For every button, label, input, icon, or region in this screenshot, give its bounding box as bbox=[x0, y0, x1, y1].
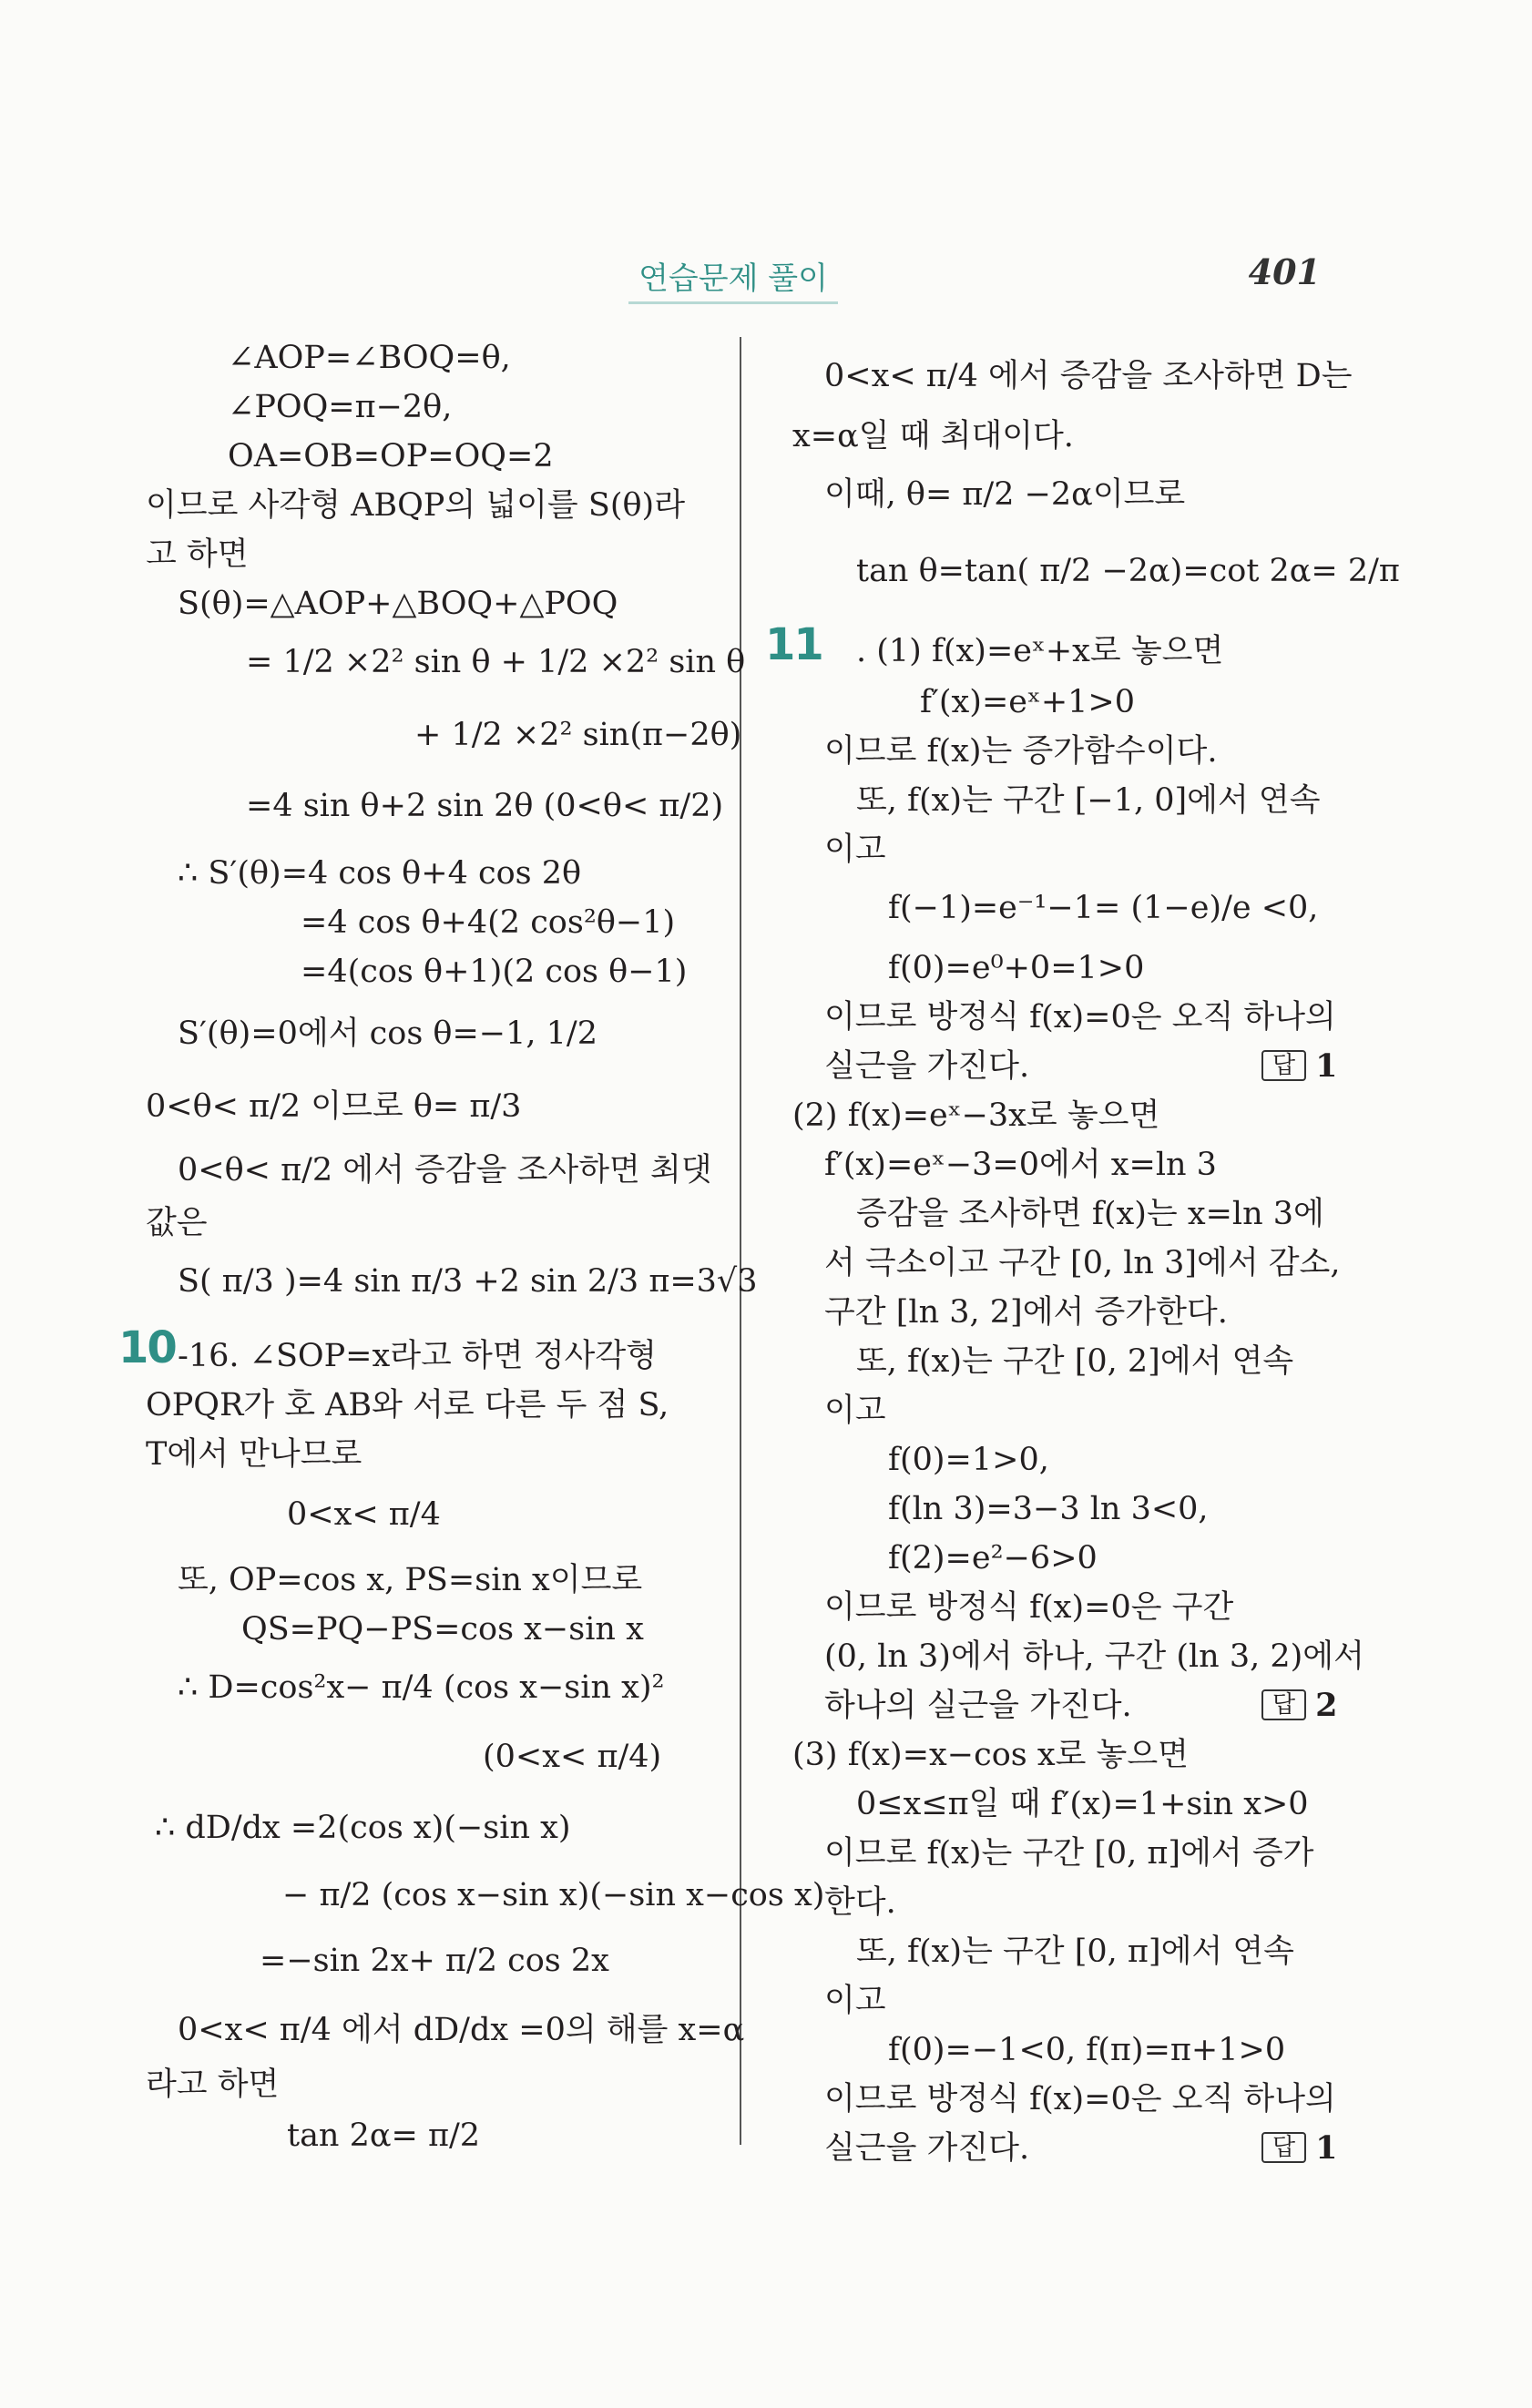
right-line: 하나의 실근을 가진다. bbox=[824, 1688, 1132, 1724]
right-line: x=α일 때 최대이다. bbox=[792, 418, 1074, 454]
answer-label: 답 bbox=[1261, 1689, 1306, 1720]
left-line: 0<x< π/4 bbox=[287, 1496, 441, 1533]
left-line: 이므로 사각형 ABQP의 넓이를 S(θ)라 bbox=[146, 487, 686, 524]
right-line: 0≤x≤π일 때 f′(x)=1+sin x>0 bbox=[856, 1786, 1309, 1822]
left-line: S′(θ)=0에서 cos θ=−1, 1/2 bbox=[178, 1015, 597, 1052]
right-line: 실근을 가진다. bbox=[824, 2130, 1030, 2167]
right-line: . (1) f(x)=eˣ+x로 놓으면 bbox=[856, 633, 1224, 669]
right-line: 이므로 방정식 f(x)=0은 구간 bbox=[824, 1589, 1234, 1626]
right-line: (3) f(x)=x−cos x로 놓으면 bbox=[792, 1737, 1189, 1773]
page-number: 401 bbox=[1248, 251, 1321, 292]
left-line: tan 2α= π/2 bbox=[287, 2117, 481, 2154]
left-line: 고 하면 bbox=[146, 536, 249, 573]
right-line: f(2)=e²−6>0 bbox=[888, 1540, 1098, 1576]
left-line: + 1/2 ×2² sin(π−2θ) bbox=[414, 717, 742, 753]
left-line: QS=PQ−PS=cos x−sin x bbox=[241, 1611, 644, 1648]
left-line: ∠AOP=∠BOQ=θ, bbox=[228, 340, 511, 376]
answer-label: 답 bbox=[1261, 1050, 1306, 1081]
left-line: ∠POQ=π−2θ, bbox=[228, 389, 453, 425]
answer-value: 1 bbox=[1315, 2129, 1338, 2167]
right-line: (2) f(x)=eˣ−3x로 놓으면 bbox=[792, 1097, 1160, 1134]
left-line: =4(cos θ+1)(2 cos θ−1) bbox=[301, 954, 688, 990]
left-line: 라고 하면 bbox=[146, 2066, 280, 2103]
answer-badge bbox=[1261, 2127, 1337, 2169]
left-line: ∴ S′(θ)=4 cos θ+4 cos 2θ bbox=[178, 855, 582, 892]
left-line: S(θ)=△AOP+△BOQ+△POQ bbox=[178, 586, 618, 622]
left-line: − π/2 (cos x−sin x)(−sin x−cos x) bbox=[282, 1877, 825, 1913]
right-line: 증감을 조사하면 f(x)는 x=ln 3에 bbox=[856, 1196, 1324, 1232]
left-line: 또, OP=cos x, PS=sin x이므로 bbox=[178, 1562, 643, 1598]
right-line: 또, f(x)는 구간 [0, 2]에서 연속 bbox=[856, 1343, 1294, 1380]
right-line: 실근을 가진다. bbox=[824, 1048, 1030, 1085]
left-line: 값은 bbox=[146, 1205, 208, 1241]
left-line: T에서 만나므로 bbox=[146, 1436, 363, 1473]
left-line: OPQR가 호 AB와 서로 다른 두 점 S, bbox=[146, 1387, 669, 1423]
left-line: ∴ dD/dx =2(cos x)(−sin x) bbox=[155, 1810, 571, 1846]
answer-value: 1 bbox=[1315, 1047, 1338, 1085]
right-line: f′(x)=eˣ−3=0에서 x=ln 3 bbox=[824, 1147, 1217, 1183]
left-line: =4 cos θ+4(2 cos²θ−1) bbox=[301, 904, 676, 941]
right-line: f(ln 3)=3−3 ln 3<0, bbox=[888, 1491, 1209, 1527]
left-line: =4 sin θ+2 sin 2θ (0<θ< π/2) bbox=[246, 788, 724, 824]
right-line: 이고 bbox=[824, 832, 886, 868]
right-line: 서 극소이고 구간 [0, ln 3]에서 감소, bbox=[824, 1245, 1341, 1281]
answer-badge bbox=[1261, 1685, 1337, 1727]
right-line: 이므로 방정식 f(x)=0은 오직 하나의 bbox=[824, 999, 1336, 1036]
answer-badge bbox=[1261, 1046, 1337, 1087]
right-line: f(−1)=e⁻¹−1= (1−e)/e <0, bbox=[888, 890, 1319, 926]
right-line: f′(x)=eˣ+1>0 bbox=[920, 684, 1136, 720]
answer-value: 2 bbox=[1315, 1687, 1338, 1724]
right-line: 이고 bbox=[824, 1393, 886, 1429]
problem-number: 11 bbox=[765, 619, 822, 670]
left-line: 0<θ< π/2 에서 증감을 조사하면 최댓 bbox=[178, 1152, 712, 1189]
right-line: 이므로 방정식 f(x)=0은 오직 하나의 bbox=[824, 2081, 1336, 2117]
problem-number: 10 bbox=[118, 1322, 176, 1373]
right-line: 이므로 f(x)는 증가함수이다. bbox=[824, 733, 1218, 770]
right-line: 또, f(x)는 구간 [0, π]에서 연속 bbox=[856, 1934, 1294, 1970]
right-line: 또, f(x)는 구간 [−1, 0]에서 연속 bbox=[856, 782, 1321, 819]
right-line: tan θ=tan( π/2 −2α)=cot 2α= 2/π bbox=[856, 553, 1400, 589]
left-line: -16. ∠SOP=x라고 하면 정사각형 bbox=[178, 1338, 657, 1374]
left-line: =−sin 2x+ π/2 cos 2x bbox=[260, 1943, 609, 1979]
right-line: 한다. bbox=[824, 1884, 896, 1921]
section-title: 연습문제 풀이 bbox=[628, 253, 838, 304]
right-line: 이고 bbox=[824, 1983, 886, 2019]
right-line: 이므로 f(x)는 구간 [0, π]에서 증가 bbox=[824, 1835, 1314, 1872]
answer-label: 답 bbox=[1261, 2132, 1306, 2163]
left-line: 0<θ< π/2 이므로 θ= π/3 bbox=[146, 1088, 522, 1125]
left-line: ∴ D=cos²x− π/4 (cos x−sin x)² bbox=[178, 1669, 665, 1706]
right-line: 구간 [ln 3, 2]에서 증가한다. bbox=[824, 1294, 1228, 1331]
right-line: (0, ln 3)에서 하나, 구간 (ln 3, 2)에서 bbox=[824, 1638, 1364, 1675]
right-line: f(0)=e⁰+0=1>0 bbox=[888, 950, 1145, 986]
left-line: = 1/2 ×2² sin θ + 1/2 ×2² sin θ bbox=[246, 644, 746, 680]
left-line: (0<x< π/4) bbox=[483, 1739, 662, 1775]
right-line: 이때, θ= π/2 −2α이므로 bbox=[824, 476, 1186, 513]
right-line: f(0)=1>0, bbox=[888, 1442, 1049, 1478]
left-line: OA=OB=OP=OQ=2 bbox=[228, 438, 554, 474]
left-line: 0<x< π/4 에서 dD/dx =0의 해를 x=α bbox=[178, 2012, 745, 2048]
right-line: f(0)=−1<0, f(π)=π+1>0 bbox=[888, 2032, 1286, 2068]
right-line: 0<x< π/4 에서 증감을 조사하면 D는 bbox=[824, 358, 1353, 394]
left-line: S( π/3 )=4 sin π/3 +2 sin 2/3 π=3√3 bbox=[178, 1263, 758, 1300]
